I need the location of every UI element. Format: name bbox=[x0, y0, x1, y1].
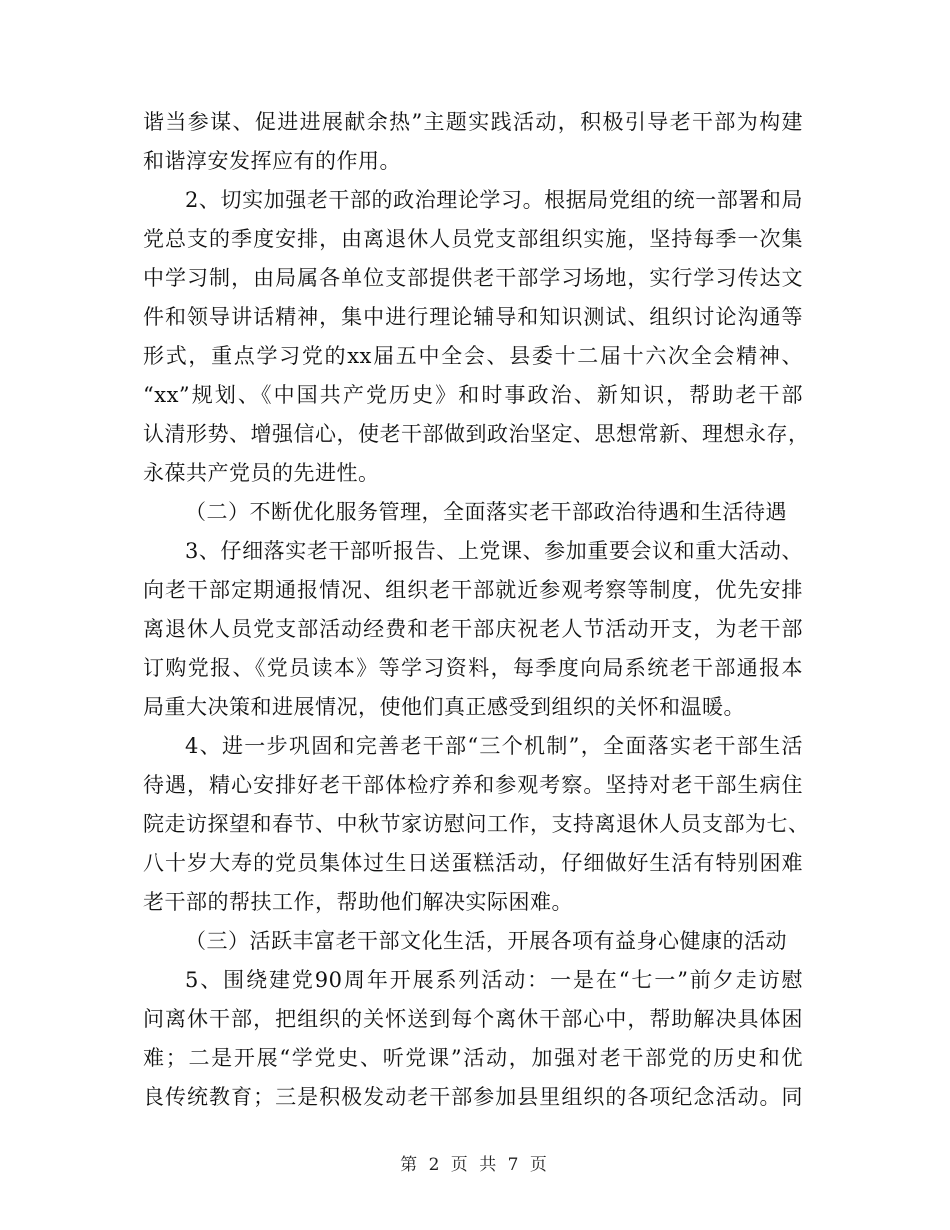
text-line: 认清形势、增强信心，使老干部做到政治坚定、思想常新、理想永存， bbox=[143, 422, 810, 446]
section-heading: （二）不断优化服务管理，全面落实老干部政治待遇和生活待遇 bbox=[185, 500, 787, 524]
text-line: 待遇，精心安排好老干部体检疗养和参观考察。坚持对老干部生病住 bbox=[143, 773, 803, 797]
section-heading: （三）活跃丰富老干部文化生活，开展各项有益身心健康的活动 bbox=[185, 929, 787, 953]
text-line: 中学习制，由局属各单位支部提供老干部学习场地，实行学习传达文 bbox=[143, 266, 803, 290]
text-line: 局重大决策和进展情况，使他们真正感受到组织的关怀和温暖。 bbox=[143, 695, 745, 719]
text-line: 八十岁大寿的党员集体过生日送蛋糕活动，仔细做好生活有特别困难 bbox=[143, 851, 803, 875]
text-line: 件和领导讲话精神，集中进行理论辅导和知识测试、组织讨论沟通等 bbox=[143, 305, 803, 329]
paragraph-start-line: 5、围绕建党90周年开展系列活动：一是在“七一”前夕走访慰 bbox=[185, 968, 803, 992]
text-line: 向老干部定期通报情况、组织老干部就近参观考察等制度，优先安排 bbox=[143, 578, 803, 602]
text-line: 永葆共产党员的先进性。 bbox=[143, 461, 380, 485]
text-line: 离退休人员党支部活动经费和老干部庆祝老人节活动开支，为老干部 bbox=[143, 617, 803, 641]
paragraph-start-line: 2、切实加强老干部的政治理论学习。根据局党组的统一部署和局 bbox=[185, 188, 803, 212]
text-line: 老干部的帮扶工作，帮助他们解决实际困难。 bbox=[143, 890, 573, 914]
text-line: 和谐淳安发挥应有的作用。 bbox=[143, 149, 401, 173]
text-line: 形式，重点学习党的xx届五中全会、县委十二届十六次全会精神、 bbox=[143, 344, 803, 368]
text-line: 问离休干部，把组织的关怀送到每个离休干部心中，帮助解决具体困 bbox=[143, 1007, 803, 1031]
page-number-footer: 第 2 页 共 7 页 bbox=[400, 1155, 550, 1175]
text-line: “xx”规划、《中国共产党历史》和时事政治、新知识，帮助老干部 bbox=[143, 383, 803, 407]
document-body bbox=[143, 103, 810, 1117]
paragraph-start-line: 4、进一步巩固和完善老干部“三个机制”，全面落实老干部生活 bbox=[185, 734, 803, 758]
text-line: 院走访探望和春节、中秋节家访慰问工作，支持离退休人员支部为七、 bbox=[143, 812, 810, 836]
text-line: 订购党报、《党员读本》等学习资料，每季度向局系统老干部通报本 bbox=[143, 656, 803, 680]
text-line: 党总支的季度安排，由离退休人员党支部组织实施，坚持每季一次集 bbox=[143, 227, 803, 251]
text-line: 难；二是开展“学党史、听党课”活动，加强对老干部党的历史和优 bbox=[143, 1046, 803, 1070]
paragraph-start-line: 3、仔细落实老干部听报告、上党课、参加重要会议和重大活动、 bbox=[185, 539, 803, 563]
text-line: 良传统教育；三是积极发动老干部参加县里组织的各项纪念活动。同 bbox=[143, 1085, 803, 1109]
text-line: 谐当参谋、促进进展献余热”主题实践活动，积极引导老干部为构建 bbox=[143, 110, 803, 134]
